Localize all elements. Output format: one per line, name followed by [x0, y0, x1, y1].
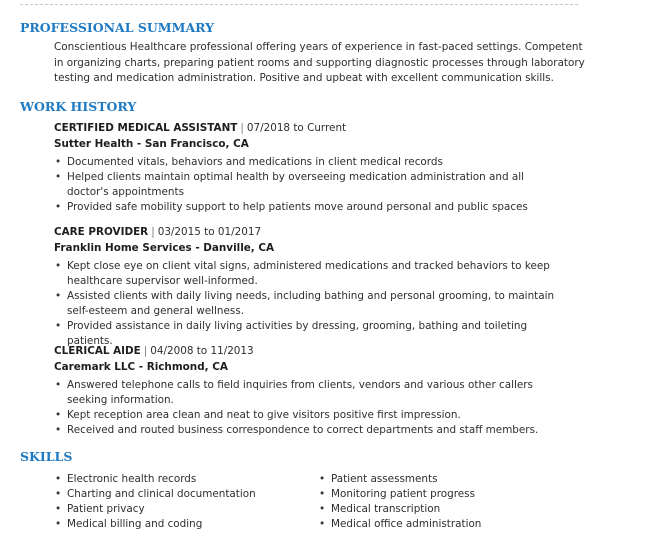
job-company: Franklin Home Services - Danville, CA — [54, 242, 275, 254]
skills-column-1 — [54, 472, 318, 532]
job-dates: 03/2015 to 01/2017 — [157, 226, 262, 238]
bullet-item: • Assisted clients with daily living needs, including bathing and personal grooming, to maintain self-esteem and general wellness. — [54, 289, 562, 319]
skill-item: • Patient assessments — [318, 472, 481, 487]
skills-heading: SKILLS — [20, 449, 73, 464]
separator: | — [240, 122, 244, 134]
job-title: CERTIFIED MEDICAL ASSISTANT — [54, 122, 238, 134]
skill-item: • Monitoring patient progress — [318, 487, 481, 502]
job-company: Sutter Health - San Francisco, CA — [54, 138, 249, 150]
bullet-item: • Kept close eye on client vital signs, administered medications and tracked behaviors to keep healthcare supervisor well-informed. — [54, 259, 562, 289]
summary-heading: PROFESSIONAL SUMMARY — [20, 20, 215, 35]
separator: | — [143, 345, 148, 357]
bullet-item: • Provided safe mobility support to help patients move around personal and public spaces — [54, 200, 562, 215]
skill-item: • Charting and clinical documentation — [54, 487, 318, 502]
skills-column-2 — [318, 472, 481, 532]
job-company: Caremark LLC - Richmond, CA — [54, 361, 228, 373]
job-header — [54, 224, 614, 240]
skill-item: • Medical transcription — [318, 502, 481, 517]
bullet-item: • Kept reception area clean and neat to give visitors positive first impression. — [54, 408, 562, 423]
job-bullets — [54, 378, 614, 438]
bullet-item: • Helped clients maintain optimal health by overseeing medication administration and all doctor's appointments — [54, 170, 562, 200]
summary-text: Conscientious Healthcare professional offering years of experience in fast-paced settings. Competent in organizing charts, preparing patient rooms and supporting diagnostic processes through laboratory testing and medication administration. Positive and upbeat with excellent communication skills. — [54, 41, 585, 85]
skill-item: • Patient privacy — [54, 502, 318, 517]
job-title: CLERICAL AIDE — [54, 345, 141, 357]
skills-list — [54, 472, 614, 532]
job-dates: 04/2008 to 11/2013 — [150, 345, 254, 357]
job-bullets — [54, 259, 614, 349]
work-history-heading: WORK HISTORY — [20, 99, 137, 114]
bullet-item: • Provided assistance in daily living activities by dressing, grooming, bathing and toileting patients. — [54, 319, 562, 349]
separator: | — [151, 226, 155, 238]
bullet-item: • Received and routed business correspondence to correct departments and staff members. — [54, 423, 562, 438]
job-entry — [54, 224, 614, 349]
job-header — [54, 343, 614, 359]
job-header — [54, 120, 614, 136]
job-bullets — [54, 155, 614, 215]
job-title: CARE PROVIDER — [54, 226, 149, 238]
job-entry — [54, 343, 614, 438]
bullet-item: • Answered telephone calls to field inquiries from clients, vendors and various other callers seeking information. — [54, 378, 562, 408]
job-dates: 07/2018 to Current — [246, 122, 347, 134]
bullet-item: • Documented vitals, behaviors and medications in client medical records — [54, 155, 562, 170]
skill-item: • Medical office administration — [318, 517, 481, 532]
skill-item: • Electronic health records — [54, 472, 318, 487]
top-divider — [20, 4, 578, 5]
skill-item: • Medical billing and coding — [54, 517, 318, 532]
job-entry — [54, 120, 614, 215]
